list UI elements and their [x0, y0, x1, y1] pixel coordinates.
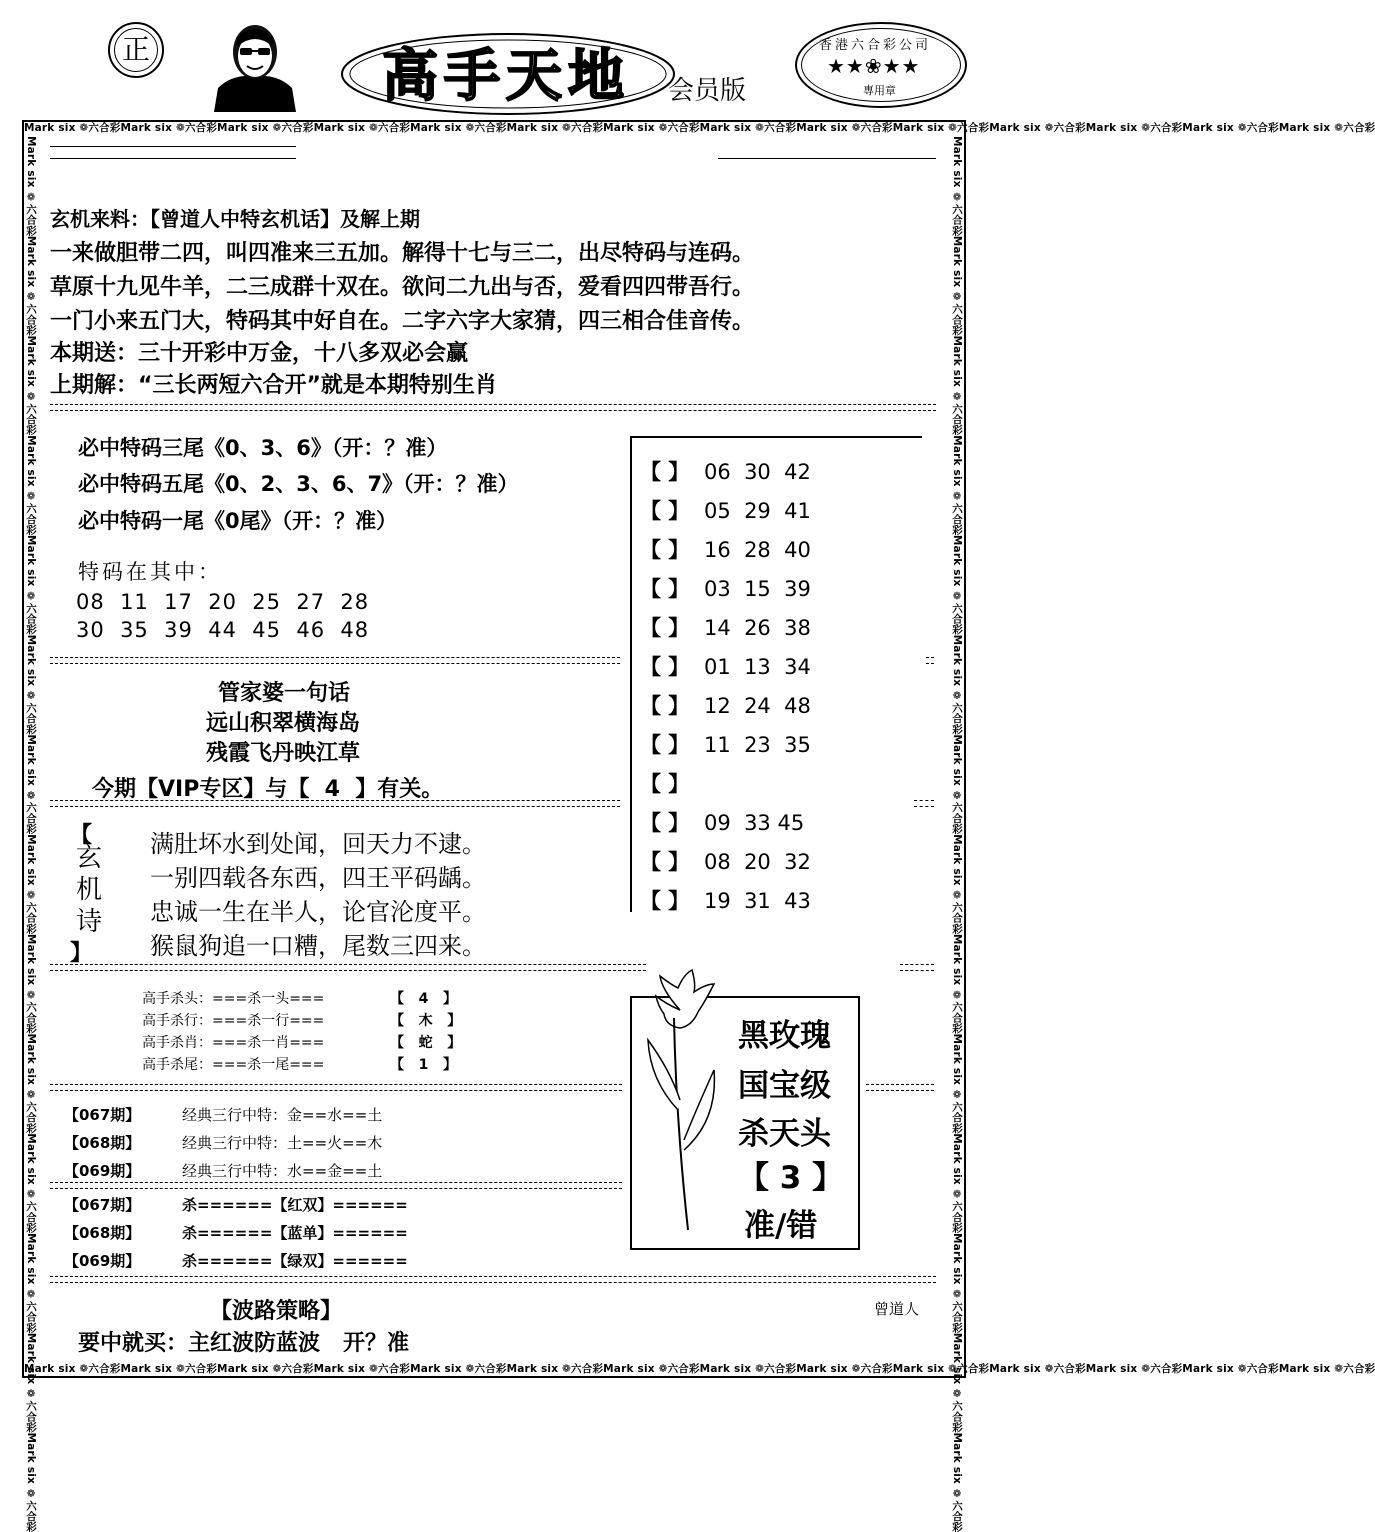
kill-label-1: 高手杀头：===杀一头=== [142, 991, 325, 1007]
bracket: 【 】 [640, 499, 690, 523]
special-row-1: 08 11 17 20 25 27 28 [76, 590, 370, 614]
badge-inner [114, 28, 158, 72]
right-list-row: 【 】 05 29 41 [640, 495, 811, 525]
border-band-bottom: Mark six ❁六合彩Mark six ❁六合彩Mark six ❁六合彩Mark six ❁六合彩Mark six ❁六合彩Mark six ❁六合彩Mark six ❁六合彩Mark six ❁六合彩Mark six ❁六合彩Mark six ❁六合彩Mark six ❁六合彩Mark six ❁六合彩Mark six ❁六合彩Mark six ❁六合彩 [24, 1363, 1375, 1375]
kill-label-4: 高手杀尾：===杀一尾=== [142, 1057, 325, 1073]
top-rule-right [718, 158, 936, 159]
subtitle: 会员版 [668, 76, 747, 106]
vip-line: 今期【VIP专区】与【 4 】有关。 [92, 777, 444, 802]
right-list-row [640, 768, 704, 798]
right-list-row: 【 】 12 24 48 [640, 690, 811, 720]
border-band-left: Mark six ❁六合彩Mark six ❁六合彩Mark six ❁六合彩Mark six ❁六合彩Mark six ❁六合彩Mark six ❁六合彩Mark six ❁六合彩Mark six ❁六合彩Mark six ❁六合彩Mark six ❁六合彩Mark six ❁六合彩Mark six ❁六合彩Mark six ❁六合彩Mark six ❁六合彩 [25, 136, 37, 1532]
tail-line-1: 必中特码三尾《0、3、6》（开：？准） [78, 436, 448, 460]
kill-label-2: 高手杀行：===杀一行=== [142, 1013, 325, 1029]
kill-value-3: 【 蛇 】 [390, 1035, 462, 1051]
top-rule-left-2 [50, 158, 296, 159]
wave-text-1: 杀======【红双】====== [182, 1196, 408, 1214]
right-list-row: 【 】 06 30 42 [640, 456, 811, 486]
bracket: 【 】 [640, 655, 690, 679]
stamp [795, 22, 967, 108]
rose-line-1: 黑玫瑰 [738, 1018, 831, 1054]
border-band-right: Mark six ❁六合彩Mark six ❁六合彩Mark six ❁六合彩Mark six ❁六合彩Mark six ❁六合彩Mark six ❁六合彩Mark six ❁六合彩Mark six ❁六合彩Mark six ❁六合彩Mark six ❁六合彩Mark six ❁六合彩Mark six ❁六合彩Mark six ❁六合彩Mark six ❁六合彩 [951, 136, 963, 1532]
separator-4 [50, 964, 646, 971]
wave-period-1: 【067期】 [64, 1196, 141, 1214]
right-list-row: 【 】 19 31 43 [640, 885, 811, 915]
poem-label-close: 】 [70, 941, 93, 966]
top-rule-left [50, 146, 296, 147]
rose-line-5: 准/错 [744, 1208, 818, 1244]
portrait-image [212, 18, 298, 112]
badge-circle [108, 22, 164, 78]
separator-5 [50, 1084, 622, 1091]
separator-6 [50, 1182, 622, 1189]
wave-period-2: 【068期】 [64, 1224, 141, 1242]
bracket: 【 】 [640, 850, 690, 874]
stamp-top: 香港六合彩公司 [819, 38, 932, 53]
tail-line-3: 必中特码一尾《0尾》（开：？准） [78, 509, 398, 533]
signature: 曾道人 [874, 1300, 920, 1318]
right-list-row: 【 】 09 33 45 [640, 807, 804, 837]
badge-text: 正 [121, 33, 150, 66]
special-row-2: 30 35 39 44 45 46 48 [76, 618, 370, 642]
element-period-1: 【067期】 [64, 1106, 141, 1124]
riddle-line-4: 本期送：三十开彩中万金，十八多双必会赢 [50, 341, 469, 366]
riddle-line-3: 一门小来五门大，特码其中好自在。二字六字大家猜，四三相合佳音传。 [50, 309, 755, 334]
poem-line-1: 满肚坏水到处闻，回天力不逮。 [150, 830, 486, 858]
strategy-title: 【波路策略】 [210, 1299, 343, 1324]
element-text-1: 经典三行中特：金==水==土 [182, 1106, 383, 1124]
wave-text-2: 杀======【蓝单】====== [182, 1224, 408, 1242]
separator-3-right [914, 800, 934, 807]
bracket: 【 】 [640, 538, 690, 562]
separator-1 [50, 404, 936, 411]
poem-line-4: 猴鼠狗追一口糟，尾数三四来。 [150, 932, 486, 960]
riddle-line-1: 一来做胆带二四，叫四准来三五加。解得十七与三二，出尽特码与连码。 [50, 241, 755, 266]
tail-line-2: 必中特码五尾《0、2、3、6、7》（开：？准） [78, 472, 519, 496]
stamp-stars: ★★❀★★ [827, 54, 921, 78]
right-list-row: 【 】 14 26 38 [640, 612, 811, 642]
rose-line-4: 【 3 】 [738, 1160, 844, 1196]
separator-7 [50, 1276, 936, 1283]
kill-label-3: 高手杀肖：===杀一肖=== [142, 1035, 325, 1051]
right-list-row: 【 】 03 15 39 [640, 573, 811, 603]
rose-icon [640, 970, 720, 1240]
stamp-bottom: 專用章 [863, 84, 896, 97]
strategy-text: 要中就买：主红波防蓝波 开？准 [78, 1331, 409, 1356]
poem-line-3: 忠诚一生在半人，论官沦度平。 [150, 898, 486, 926]
header [0, 0, 987, 118]
element-period-2: 【068期】 [64, 1134, 141, 1152]
right-list-row: 【 】 01 13 34 [640, 651, 811, 681]
bracket: 【 】 [640, 772, 690, 796]
kill-value-4: 【 1 】 [390, 1057, 457, 1073]
bracket: 【 】 [640, 733, 690, 757]
bracket: 【 】 [640, 460, 690, 484]
bracket: 【 】 [640, 889, 690, 913]
poem-line-2: 一别四载各东西，四王平码龋。 [150, 864, 486, 892]
separator-2-right [926, 657, 934, 664]
riddle-source: 玄机来料：【曾道人中特玄机话】及解上期 [50, 207, 420, 231]
special-label: 特码在其中： [78, 560, 222, 584]
kill-value-1: 【 4 】 [390, 991, 457, 1007]
poem-label: 玄机诗 [76, 843, 103, 937]
element-period-3: 【069期】 [64, 1162, 141, 1180]
bracket: 【 】 [640, 811, 690, 835]
wave-text-3: 杀======【绿双】====== [182, 1252, 408, 1270]
right-list-row: 【 】 16 28 40 [640, 534, 811, 564]
right-list-row: 【 】 08 20 32 [640, 846, 811, 876]
housekeeper-line-1: 远山积翠横海岛 [206, 711, 361, 736]
separator-2 [50, 657, 620, 664]
wave-period-3: 【069期】 [64, 1252, 141, 1270]
poem-label-box [68, 818, 106, 966]
riddle-line-2: 草原十九见牛羊，二三成群十双在。欲问二九出与否，爱看四四带吾行。 [50, 275, 755, 300]
riddle-line-5: 上期解：“三长两短六合开”就是本期特别生肖 [50, 373, 497, 398]
title: 高手天地 [382, 43, 630, 109]
element-text-3: 经典三行中特：水==金==土 [182, 1162, 383, 1180]
element-text-2: 经典三行中特：土==火==木 [182, 1134, 383, 1152]
poem-label-open: 【 [70, 823, 93, 848]
separator-3 [50, 800, 620, 807]
separator-5-right [866, 1084, 934, 1091]
housekeeper-line-2: 残霞飞丹映江草 [206, 741, 361, 766]
right-list-row: 【 】 11 23 35 [640, 729, 811, 759]
bracket: 【 】 [640, 694, 690, 718]
rose-line-3: 杀天头 [738, 1116, 831, 1152]
rose-line-2: 国宝级 [738, 1068, 831, 1104]
housekeeper-title: 管家婆一句话 [218, 681, 351, 706]
border-band-top: Mark six ❁六合彩Mark six ❁六合彩Mark six ❁六合彩Mark six ❁六合彩Mark six ❁六合彩Mark six ❁六合彩Mark six ❁六合彩Mark six ❁六合彩Mark six ❁六合彩Mark six ❁六合彩Mark six ❁六合彩Mark six ❁六合彩Mark six ❁六合彩Mark six ❁六合彩 [24, 122, 1375, 134]
bracket: 【 】 [640, 577, 690, 601]
kill-value-2: 【 木 】 [390, 1013, 462, 1029]
bracket: 【 】 [640, 616, 690, 640]
separator-4-right [900, 964, 934, 971]
